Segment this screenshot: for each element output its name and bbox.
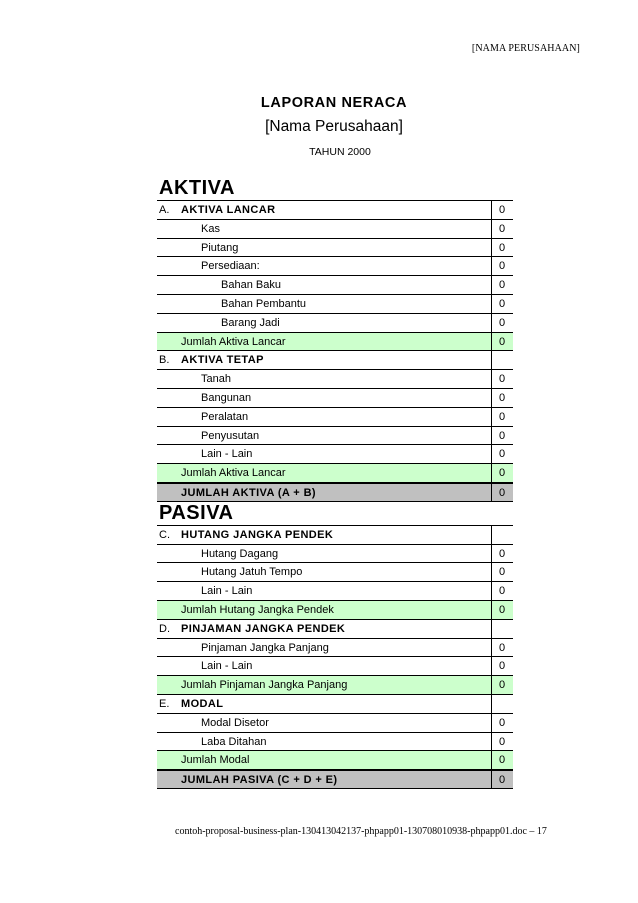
item-value: 0 <box>491 714 511 732</box>
subtotal-label: Jumlah Modal <box>181 754 250 767</box>
item-row <box>157 295 513 314</box>
item-label: Barang Jadi <box>221 316 280 329</box>
report-title: LAPORAN NERACA <box>260 95 408 111</box>
group-label: HUTANG JANGKA PENDEK <box>181 528 334 541</box>
item-row <box>157 257 513 276</box>
item-label: Bahan Baku <box>221 279 281 292</box>
item-row <box>157 445 513 464</box>
item-label: Persediaan: <box>201 260 260 273</box>
group-row-hutang-jangka-pendek <box>157 526 513 545</box>
item-label: Hutang Jatuh Tempo <box>201 566 303 579</box>
item-label: Laba Ditahan <box>201 735 267 748</box>
item-value: 0 <box>491 563 511 581</box>
item-value: 0 <box>491 389 511 407</box>
subtotal-value: 0 <box>491 751 511 769</box>
balance-sheet-table <box>157 177 513 789</box>
subtotal-row <box>157 676 513 695</box>
item-row <box>157 408 513 427</box>
company-header-tag: [NAMA PERUSAHAAN] <box>471 43 580 54</box>
subtotal-label: Jumlah Pinjaman Jangka Panjang <box>181 679 348 692</box>
item-value: 0 <box>491 239 511 257</box>
item-value: 0 <box>491 295 511 313</box>
item-row <box>157 220 513 239</box>
subtotal-label: Jumlah Aktiva Lancar <box>181 335 286 348</box>
item-row <box>157 314 513 333</box>
item-value: 0 <box>491 370 511 388</box>
group-value: 0 <box>491 201 511 219</box>
item-label: Bangunan <box>201 391 252 404</box>
group-row-modal <box>157 695 513 714</box>
total-row-pasiva <box>157 770 513 789</box>
group-label: AKTIVA TETAP <box>181 354 264 367</box>
group-letter: E. <box>159 697 170 710</box>
group-label: MODAL <box>181 697 224 710</box>
subtotal-row <box>157 333 513 352</box>
item-value: 0 <box>491 257 511 275</box>
item-value: 0 <box>491 276 511 294</box>
item-row <box>157 545 513 564</box>
pasiva-heading: PASIVA <box>157 502 513 526</box>
item-label: Piutang <box>201 241 239 254</box>
item-row <box>157 582 513 601</box>
group-label: AKTIVA LANCAR <box>181 204 276 216</box>
item-value: 0 <box>491 545 511 563</box>
group-value <box>491 351 511 369</box>
item-value: 0 <box>491 639 511 657</box>
item-row <box>157 427 513 446</box>
item-label: Lain - Lain <box>201 660 253 673</box>
group-letter: A. <box>159 204 170 216</box>
page-footer: contoh-proposal-business-plan-130413042137-phpapp01-130708010938-phpapp01.doc – 17 <box>175 826 547 837</box>
group-letter: D. <box>159 622 170 635</box>
subtotal-value: 0 <box>491 464 511 482</box>
item-value: 0 <box>491 427 511 445</box>
item-value: 0 <box>491 220 511 238</box>
subtotal-row <box>157 751 513 770</box>
subtotal-label: Jumlah Aktiva Lancar <box>181 467 286 480</box>
item-label: Tanah <box>201 373 231 386</box>
total-value: 0 <box>491 771 511 788</box>
item-value: 0 <box>491 733 511 751</box>
subtotal-value: 0 <box>491 601 511 619</box>
item-label: Lain - Lain <box>201 585 253 598</box>
item-label: Lain - Lain <box>201 448 253 461</box>
item-row <box>157 639 513 658</box>
item-value: 0 <box>491 657 511 675</box>
subtotal-label: Jumlah Hutang Jangka Pendek <box>181 603 334 616</box>
item-row <box>157 276 513 295</box>
item-label: Bahan Pembantu <box>221 297 307 310</box>
subtotal-row <box>157 601 513 620</box>
item-label: Pinjaman Jangka Panjang <box>201 641 329 654</box>
item-row <box>157 563 513 582</box>
aktiva-heading: AKTIVA <box>157 177 513 201</box>
group-letter: C. <box>159 528 170 541</box>
item-row <box>157 389 513 408</box>
item-value: 0 <box>491 314 511 332</box>
group-row-pinjaman-jangka-pendek <box>157 620 513 639</box>
item-label: Kas <box>201 222 220 235</box>
item-row <box>157 657 513 676</box>
item-row <box>157 370 513 389</box>
item-label: Hutang Dagang <box>201 547 279 560</box>
item-row <box>157 733 513 752</box>
item-value: 0 <box>491 408 511 426</box>
group-value <box>491 695 511 713</box>
total-row-aktiva <box>157 483 513 502</box>
item-value: 0 <box>491 582 511 600</box>
item-row <box>157 239 513 258</box>
total-value: 0 <box>491 484 511 501</box>
item-label: Peralatan <box>201 410 249 423</box>
item-label: Modal Disetor <box>201 716 269 729</box>
item-row <box>157 714 513 733</box>
company-name: [Nama Perusahaan] <box>265 118 403 135</box>
group-value <box>491 620 511 638</box>
group-row-aktiva-lancar <box>157 201 513 220</box>
item-label: Penyusutan <box>201 429 260 442</box>
total-label: JUMLAH PASIVA (C + D + E) <box>181 774 338 787</box>
subtotal-value: 0 <box>491 333 511 351</box>
report-year: TAHUN 2000 <box>309 146 371 158</box>
group-row-aktiva-tetap <box>157 351 513 370</box>
subtotal-value: 0 <box>491 676 511 694</box>
total-label: JUMLAH AKTIVA (A + B) <box>181 486 316 499</box>
group-letter: B. <box>159 354 170 367</box>
item-value: 0 <box>491 445 511 463</box>
group-value <box>491 526 511 544</box>
group-label: PINJAMAN JANGKA PENDEK <box>181 622 346 635</box>
subtotal-row <box>157 464 513 483</box>
